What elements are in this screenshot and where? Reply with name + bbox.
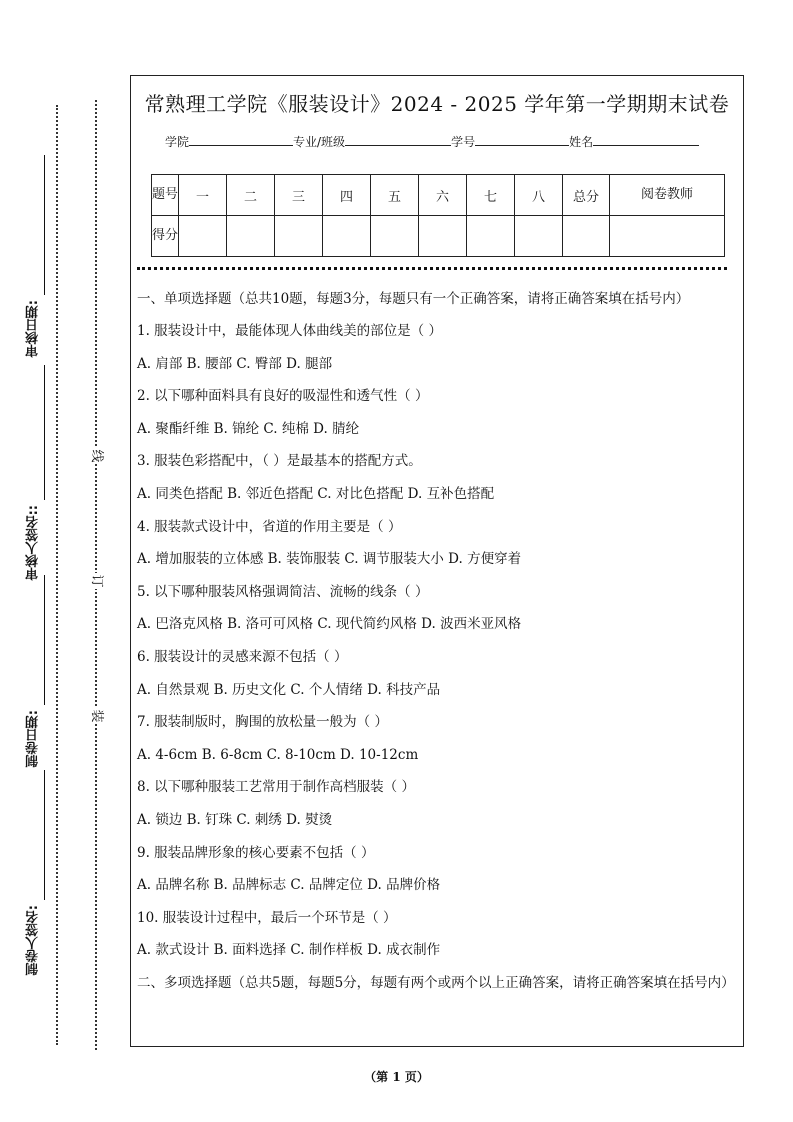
bind-char-xian: 线 bbox=[89, 449, 104, 463]
options-8: A. 锁边 B. 钉珠 C. 刺绣 D. 熨烫 bbox=[137, 812, 333, 828]
section-heading: 一、单项选择题（总共10题，每题3分，每题只有一个正确答案，请将正确答案填在括号内） bbox=[137, 291, 690, 307]
col-3: 三 bbox=[275, 175, 323, 216]
options-1: A. 肩部 B. 腰部 C. 臀部 D. 腿部 bbox=[137, 355, 333, 372]
score-cell-total[interactable] bbox=[563, 216, 610, 257]
bind-char-ding: 订 bbox=[89, 574, 104, 588]
question-5: 5. 以下哪种服装风格强调简洁、流畅的线条（ ） bbox=[137, 583, 429, 600]
reviewer-sign-line bbox=[44, 365, 45, 500]
info-name-label: 姓名 bbox=[569, 135, 594, 149]
col-8: 八 bbox=[515, 175, 563, 216]
options-3: A. 同类色搭配 B. 邻近色搭配 C. 对比色搭配 D. 互补色搭配 bbox=[137, 486, 495, 503]
score-cell-1[interactable] bbox=[179, 216, 227, 257]
question-2: 2. 以下哪种面料具有良好的吸湿性和透气性（ ） bbox=[137, 388, 429, 405]
name-blank[interactable] bbox=[593, 133, 699, 146]
col-7: 七 bbox=[467, 175, 515, 216]
question-1: 1. 服装设计中，最能体现人体曲线美的部位是（ ） bbox=[137, 323, 442, 340]
col-total: 总分 bbox=[563, 175, 610, 216]
options-7: A. 4-6cm B. 6-8cm C. 8-10cm D. 10-12cm bbox=[137, 746, 419, 763]
score-cell-7[interactable] bbox=[467, 216, 515, 257]
col-2: 二 bbox=[227, 175, 275, 216]
question-3: 3. 服装色彩搭配中，（ ）是最基本的搭配方式。 bbox=[137, 453, 422, 470]
options-2: A. 聚酯纤维 B. 锦纶 C. 纯棉 D. 腈纶 bbox=[137, 420, 360, 437]
score-head: 得分 bbox=[152, 216, 179, 257]
maker-sign-line bbox=[44, 770, 45, 900]
page-number: （第 1 页） bbox=[364, 1070, 429, 1084]
exam-title: 常熟理工学院《服装设计》2024 - 2025 学年第一学期期末试卷 bbox=[144, 92, 730, 116]
col-teacher: 阅卷教师 bbox=[610, 175, 725, 216]
exam-content bbox=[137, 289, 741, 1005]
make-date-line bbox=[44, 575, 45, 705]
student-info-row bbox=[165, 133, 699, 150]
score-cell-6[interactable] bbox=[419, 216, 467, 257]
options-5: A. 巴洛克风格 B. 洛可可风格 C. 现代简约风格 D. 波西米亚风格 bbox=[137, 616, 522, 633]
question-6: 6. 服装设计的灵感来源不包括（ ） bbox=[137, 649, 348, 666]
dotted-separator bbox=[137, 267, 727, 270]
section-heading-2: 二、多项选择题（总共5题，每题5分，每题有两个或两个以上正确答案，请将正确答案填在括号内） bbox=[137, 974, 735, 991]
major-blank[interactable] bbox=[345, 133, 451, 146]
options-6: A. 自然景观 B. 历史文化 C. 个人情绪 D. 科技产品 bbox=[137, 681, 441, 698]
options-10: A. 款式设计 B. 面料选择 C. 制作样板 D. 成衣制作 bbox=[137, 942, 441, 959]
student-id-blank[interactable] bbox=[475, 133, 569, 146]
bind-char-zhuang: 装 bbox=[89, 709, 104, 723]
outer-dotted-line bbox=[56, 105, 58, 1045]
col-1: 一 bbox=[179, 175, 227, 216]
col-4: 四 bbox=[323, 175, 371, 216]
question-9: 9. 服装品牌形象的核心要素不包括（ ） bbox=[137, 844, 375, 861]
question-4: 4. 服装款式设计中，省道的作用主要是（ ） bbox=[137, 518, 402, 535]
score-table-header-row bbox=[152, 175, 725, 216]
score-cell-5[interactable] bbox=[371, 216, 419, 257]
info-college-label: 学院 bbox=[165, 135, 190, 149]
score-cell-8[interactable] bbox=[515, 216, 563, 257]
info-major-label: 专业/班级 bbox=[293, 135, 346, 149]
score-cell-teacher[interactable] bbox=[610, 216, 725, 257]
question-10: 10. 服装设计过程中，最后一个环节是（ ） bbox=[137, 909, 397, 926]
options-9: A. 品牌名称 B. 品牌标志 C. 品牌定位 D. 品牌价格 bbox=[137, 877, 441, 894]
question-7: 7. 服装制版时，胸围的放松量一般为（ ） bbox=[137, 714, 388, 731]
options-4: A. 增加服装的立体感 B. 装饰服装 C. 调节服装大小 D. 方便穿着 bbox=[137, 551, 522, 568]
info-id-label: 学号 bbox=[451, 135, 476, 149]
question-number-head: 题号 bbox=[152, 175, 179, 216]
score-cell-3[interactable] bbox=[275, 216, 323, 257]
review-date-label: 审核日期: bbox=[26, 300, 41, 358]
score-cell-4[interactable] bbox=[323, 216, 371, 257]
score-cell-2[interactable] bbox=[227, 216, 275, 257]
make-date-label: 制卷日期: bbox=[26, 710, 41, 768]
maker-sign-label: 制卷人签名: bbox=[26, 905, 41, 976]
college-blank[interactable] bbox=[189, 133, 293, 146]
exam-frame bbox=[130, 75, 744, 1047]
col-5: 五 bbox=[371, 175, 419, 216]
reviewer-sign-label: 审核人签名:: bbox=[26, 505, 41, 581]
question-8: 8. 以下哪种服装工艺常用于制作高档服装（ ） bbox=[137, 779, 415, 796]
col-6: 六 bbox=[419, 175, 467, 216]
score-table bbox=[151, 174, 725, 257]
review-date-line bbox=[44, 155, 45, 295]
score-table-score-row bbox=[152, 216, 725, 257]
